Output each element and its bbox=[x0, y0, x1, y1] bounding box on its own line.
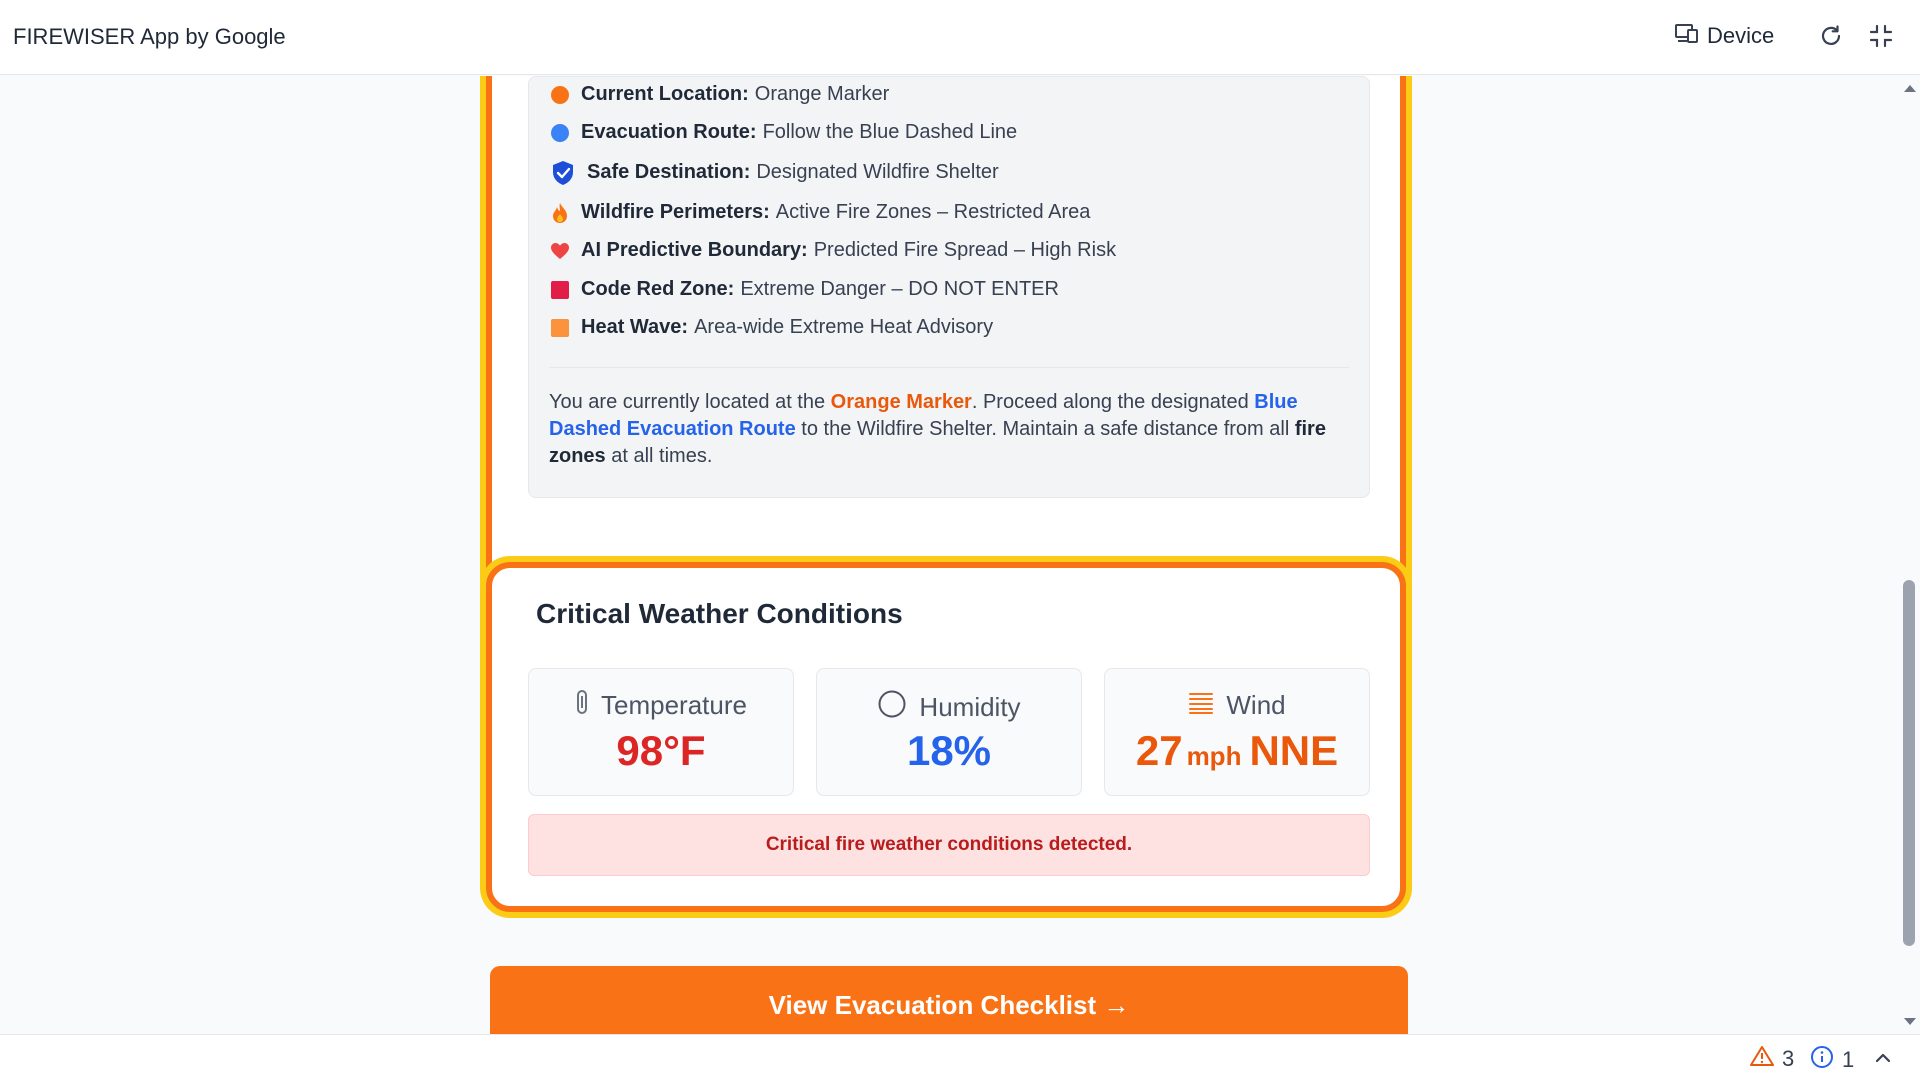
flame-icon bbox=[549, 202, 571, 224]
warnings-indicator[interactable] bbox=[1750, 1045, 1794, 1073]
warnings-count: 3 bbox=[1782, 1046, 1795, 1071]
wind-label: Wind bbox=[1226, 690, 1286, 720]
temperature-tile bbox=[528, 668, 794, 796]
humidity-tile bbox=[816, 668, 1082, 796]
view-evacuation-checklist-button[interactable]: View Evacuation Checklist → bbox=[490, 966, 1408, 1034]
legend-item-current-location: Current Location: Orange Marker bbox=[549, 83, 889, 106]
orange-circle-icon bbox=[549, 84, 571, 106]
device-button[interactable] bbox=[1675, 22, 1774, 50]
legend-divider bbox=[549, 367, 1349, 368]
legend-item-evacuation-route: Evacuation Route: Follow the Blue Dashed Line bbox=[549, 121, 1017, 144]
info-indicator[interactable] bbox=[1810, 1045, 1854, 1075]
status-bar bbox=[0, 1034, 1920, 1080]
fire-weather-alert: Critical fire weather conditions detected. bbox=[528, 814, 1370, 876]
wind-value bbox=[1105, 727, 1369, 775]
content-viewport[interactable] bbox=[0, 76, 1900, 1034]
wind-direction: NNE bbox=[1249, 727, 1339, 774]
map-legend-card bbox=[486, 76, 1406, 604]
heart-icon bbox=[549, 240, 571, 262]
weather-title: Critical Weather Conditions bbox=[536, 598, 903, 629]
blue-circle-icon bbox=[549, 122, 571, 144]
legend-item-ai-predictive-boundary: AI Predictive Boundary: Predicted Fire Spread – High Risk bbox=[549, 239, 1116, 262]
shield-check-icon bbox=[549, 162, 577, 184]
warning-icon bbox=[1750, 1045, 1774, 1073]
device-icon bbox=[1675, 22, 1699, 50]
info-count: 1 bbox=[1842, 1047, 1855, 1072]
wind-unit: mph bbox=[1186, 741, 1242, 771]
app-title: FIREWISER App by Google bbox=[13, 24, 286, 49]
chevron-up-icon[interactable] bbox=[1872, 1047, 1894, 1069]
temperature-value: 98°F bbox=[616, 727, 706, 774]
app-header bbox=[0, 0, 1920, 75]
legend-item-code-red-zone: Code Red Zone: Extreme Danger – DO NOT ENTER bbox=[549, 278, 1059, 301]
wind-icon bbox=[1188, 689, 1214, 722]
wind-speed: 27 bbox=[1135, 727, 1183, 774]
circle-icon bbox=[877, 689, 907, 726]
orange-square-icon bbox=[549, 317, 571, 339]
scroll-up-arrow[interactable] bbox=[1900, 80, 1920, 96]
scroll-down-arrow[interactable] bbox=[1900, 1014, 1920, 1030]
legend-box bbox=[528, 76, 1370, 498]
legend-item-safe-destination: Safe Destination: Designated Wildfire Shelter bbox=[549, 161, 999, 184]
refresh-icon[interactable] bbox=[1818, 23, 1844, 49]
device-label: Device bbox=[1707, 23, 1775, 48]
legend-item-heat-wave: Heat Wave: Area-wide Extreme Heat Advisory bbox=[549, 316, 993, 339]
legend-item-wildfire-perimeters: Wildfire Perimeters: Active Fire Zones – Restricted Area bbox=[549, 201, 1090, 224]
humidity-label: Humidity bbox=[919, 692, 1021, 722]
red-square-icon bbox=[549, 279, 571, 301]
thermometer-icon bbox=[575, 689, 589, 722]
exit-fullscreen-icon[interactable] bbox=[1868, 23, 1894, 49]
location-instructions: You are currently located at the Orange Marker. Proceed along the designated Blue Dashed Evacuation Route to the Wildfire Shelter. Maintain a safe distance from all fire zones at all times. bbox=[549, 391, 1326, 467]
temperature-label: Temperature bbox=[601, 690, 747, 720]
humidity-value: 18% bbox=[906, 727, 992, 774]
wind-tile bbox=[1104, 668, 1370, 796]
info-icon bbox=[1810, 1045, 1834, 1075]
scrollbar-thumb[interactable] bbox=[1903, 580, 1915, 946]
weather-card bbox=[486, 562, 1406, 912]
